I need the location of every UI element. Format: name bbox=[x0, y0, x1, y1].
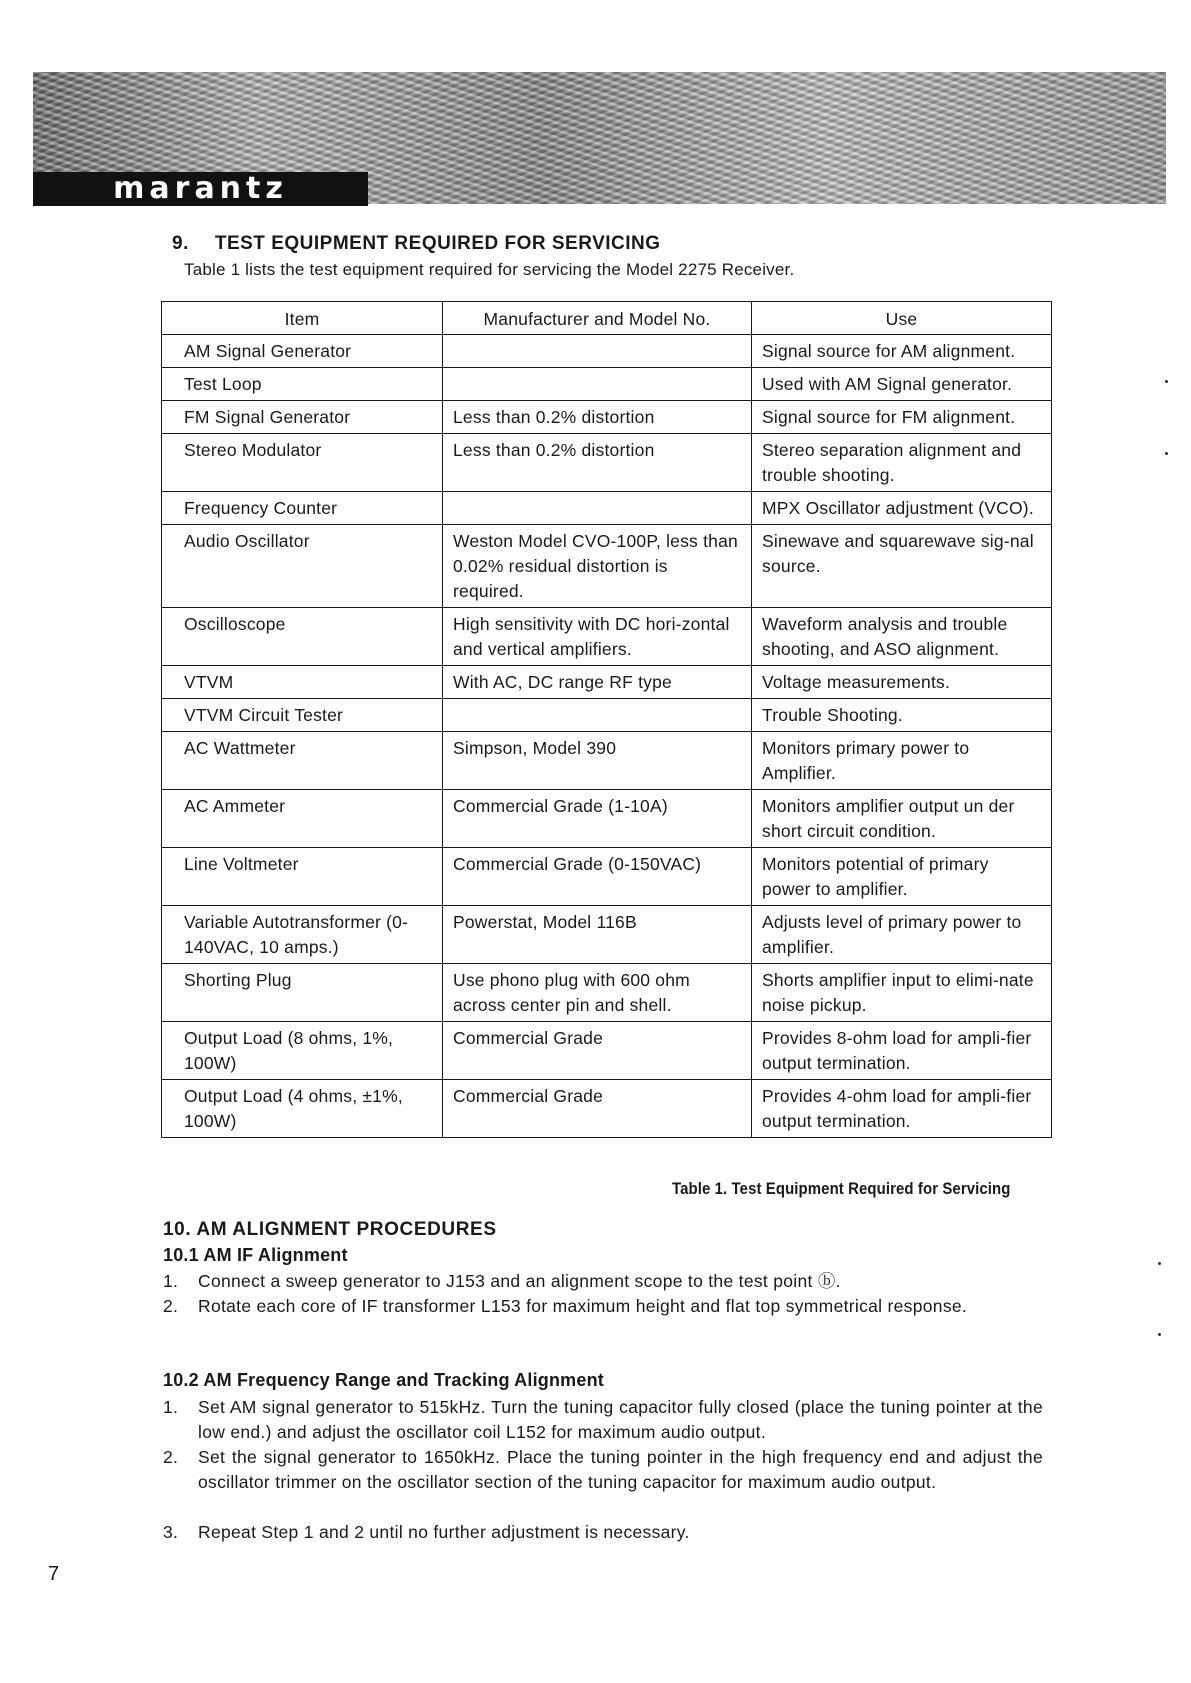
cell-manufacturer bbox=[443, 699, 752, 732]
cell-use: Used with AM Signal generator. bbox=[752, 368, 1052, 401]
list-item bbox=[163, 1269, 1043, 1294]
cell-item: AC Ammeter bbox=[162, 790, 443, 848]
cell-use: Sinewave and squarewave sig-nal source. bbox=[752, 525, 1052, 608]
cell-manufacturer: Less than 0.2% distortion bbox=[443, 434, 752, 492]
cell-use: MPX Oscillator adjustment (VCO). bbox=[752, 492, 1052, 525]
cell-use: Signal source for AM alignment. bbox=[752, 335, 1052, 368]
table-row bbox=[162, 848, 1052, 906]
table-row bbox=[162, 666, 1052, 699]
list-item bbox=[163, 1395, 1043, 1445]
step-text: Set the signal generator to 1650kHz. Place the tuning pointer in the high frequency end and adjust the oscillator trimmer on the oscillator section of the tuning capacitor for maximum audio output. bbox=[198, 1447, 1043, 1492]
cell-manufacturer: Commercial Grade (0-150VAC) bbox=[443, 848, 752, 906]
table-row bbox=[162, 906, 1052, 964]
cell-item: Audio Oscillator bbox=[162, 525, 443, 608]
cell-manufacturer bbox=[443, 368, 752, 401]
cell-use: Voltage measurements. bbox=[752, 666, 1052, 699]
margin-mark bbox=[1165, 380, 1168, 383]
step-number: 2. bbox=[163, 1447, 179, 1467]
table-row bbox=[162, 1022, 1052, 1080]
margin-mark bbox=[1158, 1333, 1161, 1336]
subsection-10-2-heading: 10.2 AM Frequency Range and Tracking Alignment bbox=[163, 1370, 604, 1390]
cell-item: Output Load (8 ohms, 1%, 100W) bbox=[162, 1022, 443, 1080]
section-9-heading bbox=[172, 233, 661, 255]
subsection-10-1-heading: 10.1 AM IF Alignment bbox=[163, 1245, 348, 1265]
list-item bbox=[163, 1294, 1043, 1319]
cell-use: Adjusts level of primary power to amplifier. bbox=[752, 906, 1052, 964]
cell-manufacturer: Powerstat, Model 116B bbox=[443, 906, 752, 964]
cell-use: Monitors amplifier output un der short circuit condition. bbox=[752, 790, 1052, 848]
section-9-title: TEST EQUIPMENT REQUIRED FOR SERVICING bbox=[214, 233, 661, 254]
step-text: Repeat Step 1 and 2 until no further adjustment is necessary. bbox=[198, 1522, 690, 1542]
table-row bbox=[162, 368, 1052, 401]
cell-manufacturer: Commercial Grade (1-10A) bbox=[443, 790, 752, 848]
margin-mark bbox=[1165, 452, 1168, 455]
table-row bbox=[162, 1080, 1052, 1138]
table-row bbox=[162, 608, 1052, 666]
cell-use: Monitors potential of primary power to amplifier. bbox=[752, 848, 1052, 906]
cell-item: VTVM bbox=[162, 666, 443, 699]
cell-item: Shorting Plug bbox=[162, 964, 443, 1022]
table-row bbox=[162, 434, 1052, 492]
step-number: 1. bbox=[163, 1397, 179, 1417]
list-item bbox=[163, 1445, 1043, 1495]
cell-manufacturer: Simpson, Model 390 bbox=[443, 732, 752, 790]
cell-item: FM Signal Generator bbox=[162, 401, 443, 434]
table-row bbox=[162, 732, 1052, 790]
cell-use: Signal source for FM alignment. bbox=[752, 401, 1052, 434]
cell-manufacturer: Commercial Grade bbox=[443, 1022, 752, 1080]
table-row bbox=[162, 335, 1052, 368]
cell-item: Oscilloscope bbox=[162, 608, 443, 666]
table-row bbox=[162, 492, 1052, 525]
step-number: 2. bbox=[163, 1296, 179, 1316]
table-header-row bbox=[162, 302, 1052, 335]
cell-manufacturer: Use phono plug with 600 ohm across center pin and shell. bbox=[443, 964, 752, 1022]
brand-logo bbox=[33, 172, 368, 206]
section-10-heading: 10. AM ALIGNMENT PROCEDURES bbox=[163, 1219, 497, 1240]
column-header-use: Use bbox=[752, 302, 1052, 335]
cell-item: VTVM Circuit Tester bbox=[162, 699, 443, 732]
table-row bbox=[162, 401, 1052, 434]
step-number: 1. bbox=[163, 1271, 179, 1291]
cell-use: Monitors primary power to Amplifier. bbox=[752, 732, 1052, 790]
table-row bbox=[162, 699, 1052, 732]
cell-item: AC Wattmeter bbox=[162, 732, 443, 790]
step-text: Rotate each core of IF transformer L153 for maximum height and flat top symmetrical response. bbox=[198, 1296, 968, 1316]
list-item bbox=[163, 1520, 1043, 1545]
cell-item: AM Signal Generator bbox=[162, 335, 443, 368]
cell-manufacturer: With AC, DC range RF type bbox=[443, 666, 752, 699]
table-caption: Table 1. Test Equipment Required for Servicing bbox=[672, 1179, 1011, 1198]
cell-manufacturer: High sensitivity with DC hori-zontal and vertical amplifiers. bbox=[443, 608, 752, 666]
cell-item: Frequency Counter bbox=[162, 492, 443, 525]
cell-use: Shorts amplifier input to elimi-nate noise pickup. bbox=[752, 964, 1052, 1022]
table-row bbox=[162, 790, 1052, 848]
cell-manufacturer: Less than 0.2% distortion bbox=[443, 401, 752, 434]
cell-item: Stereo Modulator bbox=[162, 434, 443, 492]
step-number: 3. bbox=[163, 1522, 179, 1542]
table-row bbox=[162, 964, 1052, 1022]
cell-item: Output Load (4 ohms, ±1%, 100W) bbox=[162, 1080, 443, 1138]
cell-manufacturer bbox=[443, 335, 752, 368]
cell-use: Waveform analysis and trouble shooting, and ASO alignment. bbox=[752, 608, 1052, 666]
column-header-manufacturer: Manufacturer and Model No. bbox=[443, 302, 752, 335]
section-9-intro: Table 1 lists the test equipment required for servicing the Model 2275 Receiver. bbox=[184, 260, 795, 279]
brand-logo-text: marantz bbox=[113, 171, 288, 206]
page-number: 7 bbox=[48, 1563, 60, 1585]
cell-use: Trouble Shooting. bbox=[752, 699, 1052, 732]
cell-use: Stereo separation alignment and trouble shooting. bbox=[752, 434, 1052, 492]
step-text: Connect a sweep generator to J153 and an alignment scope to the test point ⓑ. bbox=[198, 1271, 841, 1291]
margin-mark bbox=[1158, 1262, 1161, 1265]
cell-item: Line Voltmeter bbox=[162, 848, 443, 906]
column-header-item: Item bbox=[162, 302, 443, 335]
cell-manufacturer: Commercial Grade bbox=[443, 1080, 752, 1138]
cell-manufacturer: Weston Model CVO-100P, less than 0.02% residual distortion is required. bbox=[443, 525, 752, 608]
cell-use: Provides 4-ohm load for ampli-fier output termination. bbox=[752, 1080, 1052, 1138]
cell-item: Test Loop bbox=[162, 368, 443, 401]
cell-manufacturer bbox=[443, 492, 752, 525]
cell-use: Provides 8-ohm load for ampli-fier output termination. bbox=[752, 1022, 1052, 1080]
test-equipment-table bbox=[161, 301, 1052, 1138]
section-9-number: 9. bbox=[172, 233, 189, 254]
cell-item: Variable Autotransformer (0-140VAC, 10 amps.) bbox=[162, 906, 443, 964]
step-text: Set AM signal generator to 515kHz. Turn the tuning capacitor fully closed (place the tuning pointer at the low end.) and adjust the oscillator coil L152 for maximum audio output. bbox=[198, 1397, 1043, 1442]
table-row bbox=[162, 525, 1052, 608]
